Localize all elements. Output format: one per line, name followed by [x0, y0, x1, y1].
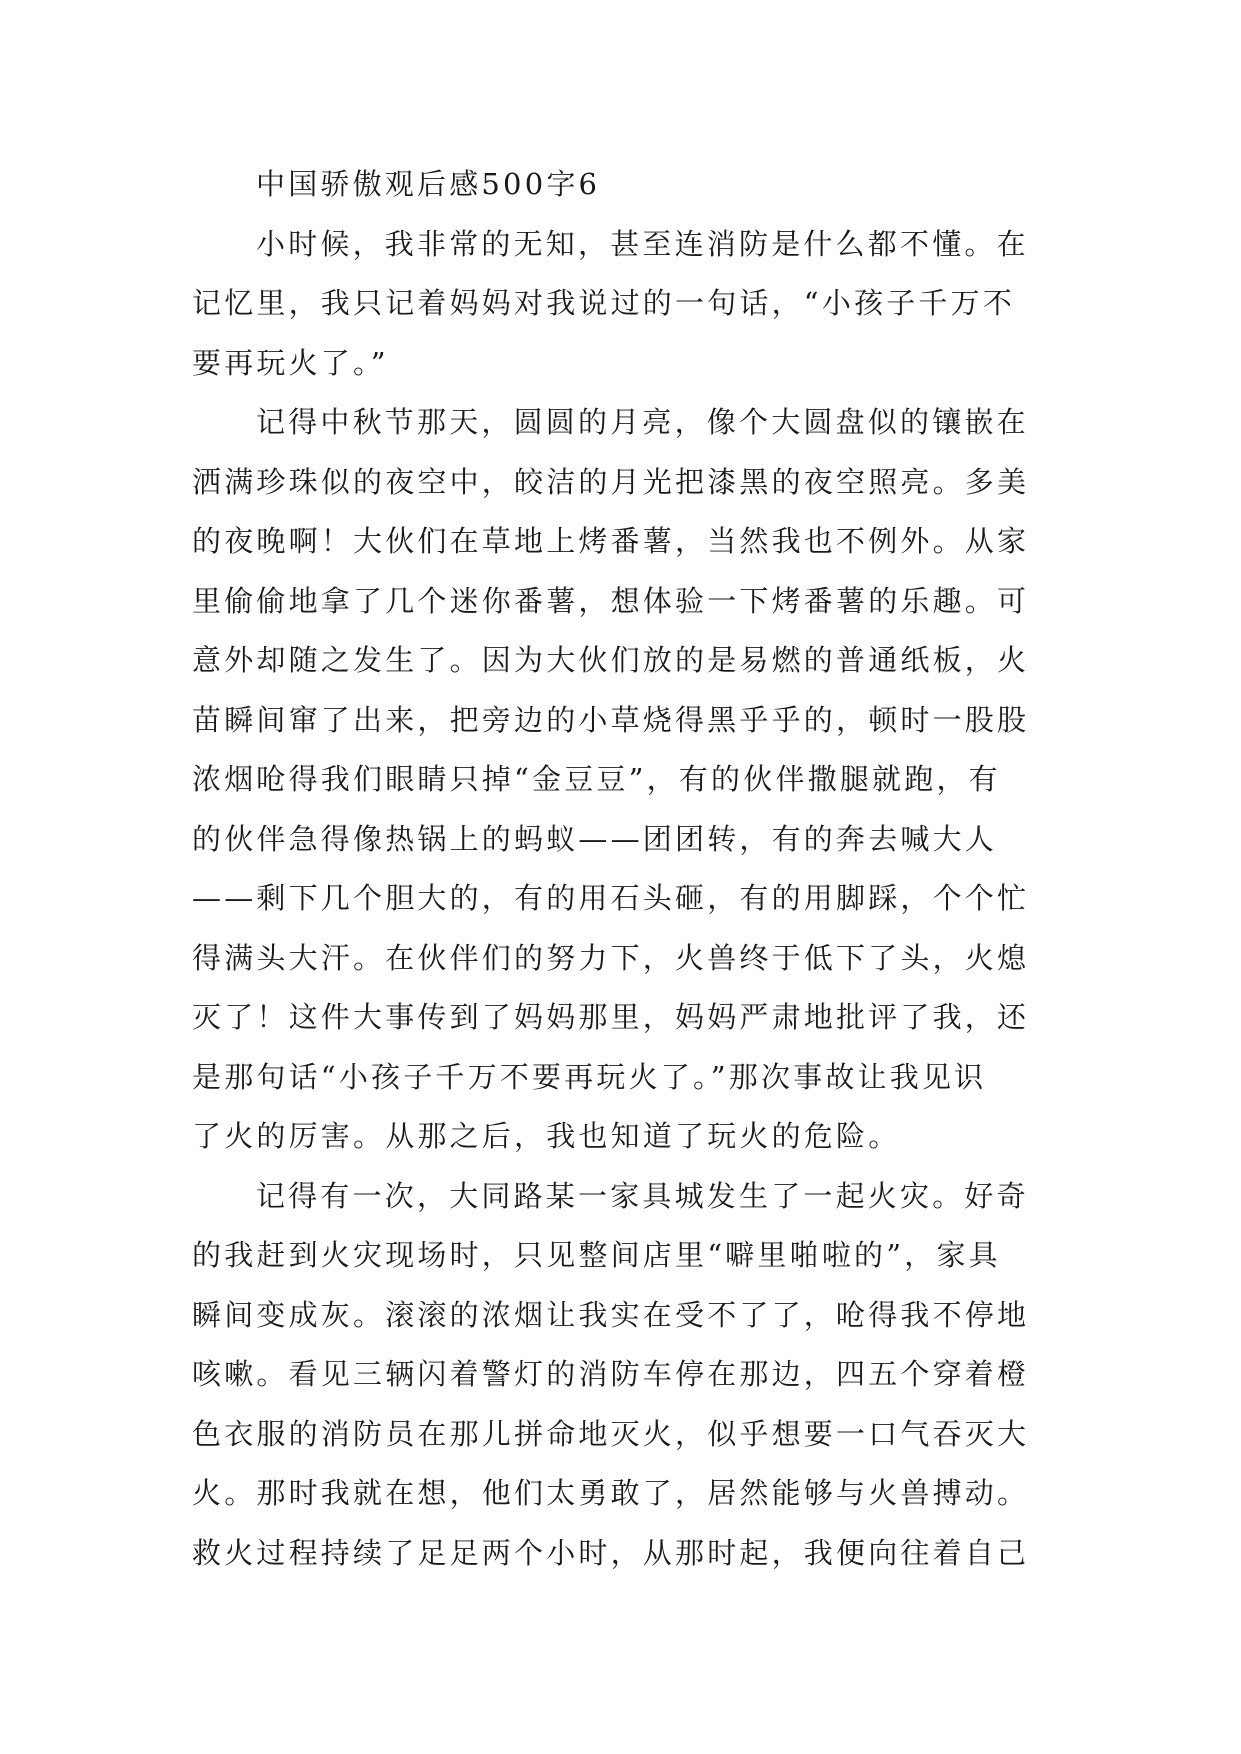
paragraph-line: 是那句话“小孩子千万不要再玩火了。”那次事故让我见识 — [192, 1059, 987, 1094]
paragraph-line: 记得中秋节那天，圆圆的月亮，像个大圆盘似的镶嵌在 — [256, 405, 1029, 439]
paragraph-line: 苗瞬间窜了出来，把旁边的小草烧得黑乎乎的，顿时一股股 — [192, 702, 1030, 737]
paragraph-line: 的我赶到火灾现场时，只见整间店里“噼里啪啦的”，家具 — [192, 1238, 1001, 1272]
paragraph-line: 得满头大汗。在伙伴们的努力下，火兽终于低下了头，火熄 — [192, 940, 1030, 975]
paragraph-line: 救火过程持续了足足两个小时，从那时起，我便向往着自己 — [192, 1535, 1030, 1570]
paragraph-line: 记得有一次，大同路某一家具城发生了一起火灾。好奇 — [256, 1178, 1029, 1213]
paragraph-line: 里偷偷地拿了几个迷你番薯，想体验一下烤番薯的乐趣。可 — [192, 583, 1030, 618]
paragraph-line: 的伙伴急得像热锅上的蚂蚁——团团转，有的奔去喊大人 — [192, 821, 998, 856]
paragraph-line: 洒满珍珠似的夜空中，皎洁的月光把漆黑的夜空照亮。多美 — [192, 464, 1030, 499]
paragraph-line: 的夜晚啊！大伙们在草地上烤番薯，当然我也不例外。从家 — [192, 524, 1030, 558]
paragraph-line: 咳嗽。看见三辆闪着警灯的消防车停在那边，四五个穿着橙 — [192, 1357, 1030, 1391]
document-title: 中国骄傲观后感500字6 — [256, 167, 601, 201]
paragraph-line: 要再玩火了。” — [192, 345, 389, 380]
paragraph-line: 记忆里，我只记着妈妈对我说过的一句话，“小孩子千万不 — [192, 286, 1016, 320]
paragraph-line: 瞬间变成灰。滚滚的浓烟让我实在受不了了，呛得我不停地 — [192, 1297, 1030, 1332]
paragraph-line: 灭了！这件大事传到了妈妈那里，妈妈严肃地批评了我，还 — [192, 1000, 1030, 1034]
paragraph-line: 小时候，我非常的无知，甚至连消防是什么都不懂。在 — [256, 226, 1029, 261]
paragraph-line: ——剩下几个胆大的，有的用石头砸，有的用脚踩，个个忙 — [192, 881, 1030, 915]
paragraph-line: 了火的厉害。从那之后，我也知道了玩火的危险。 — [192, 1119, 901, 1153]
document-body — [192, 155, 1052, 1583]
paragraph-line: 色衣服的消防员在那儿拼命地灭火，似乎想要一口气吞灭大 — [192, 1416, 1030, 1451]
paragraph-line: 火。那时我就在想，他们太勇敢了，居然能够与火兽搏动。 — [192, 1476, 1030, 1510]
paragraph-line: 意外却随之发生了。因为大伙们放的是易燃的普通纸板，火 — [192, 643, 1030, 677]
paragraph-line: 浓烟呛得我们眼睛只掉“金豆豆”，有的伙伴撒腿就跑，有 — [192, 762, 1001, 796]
